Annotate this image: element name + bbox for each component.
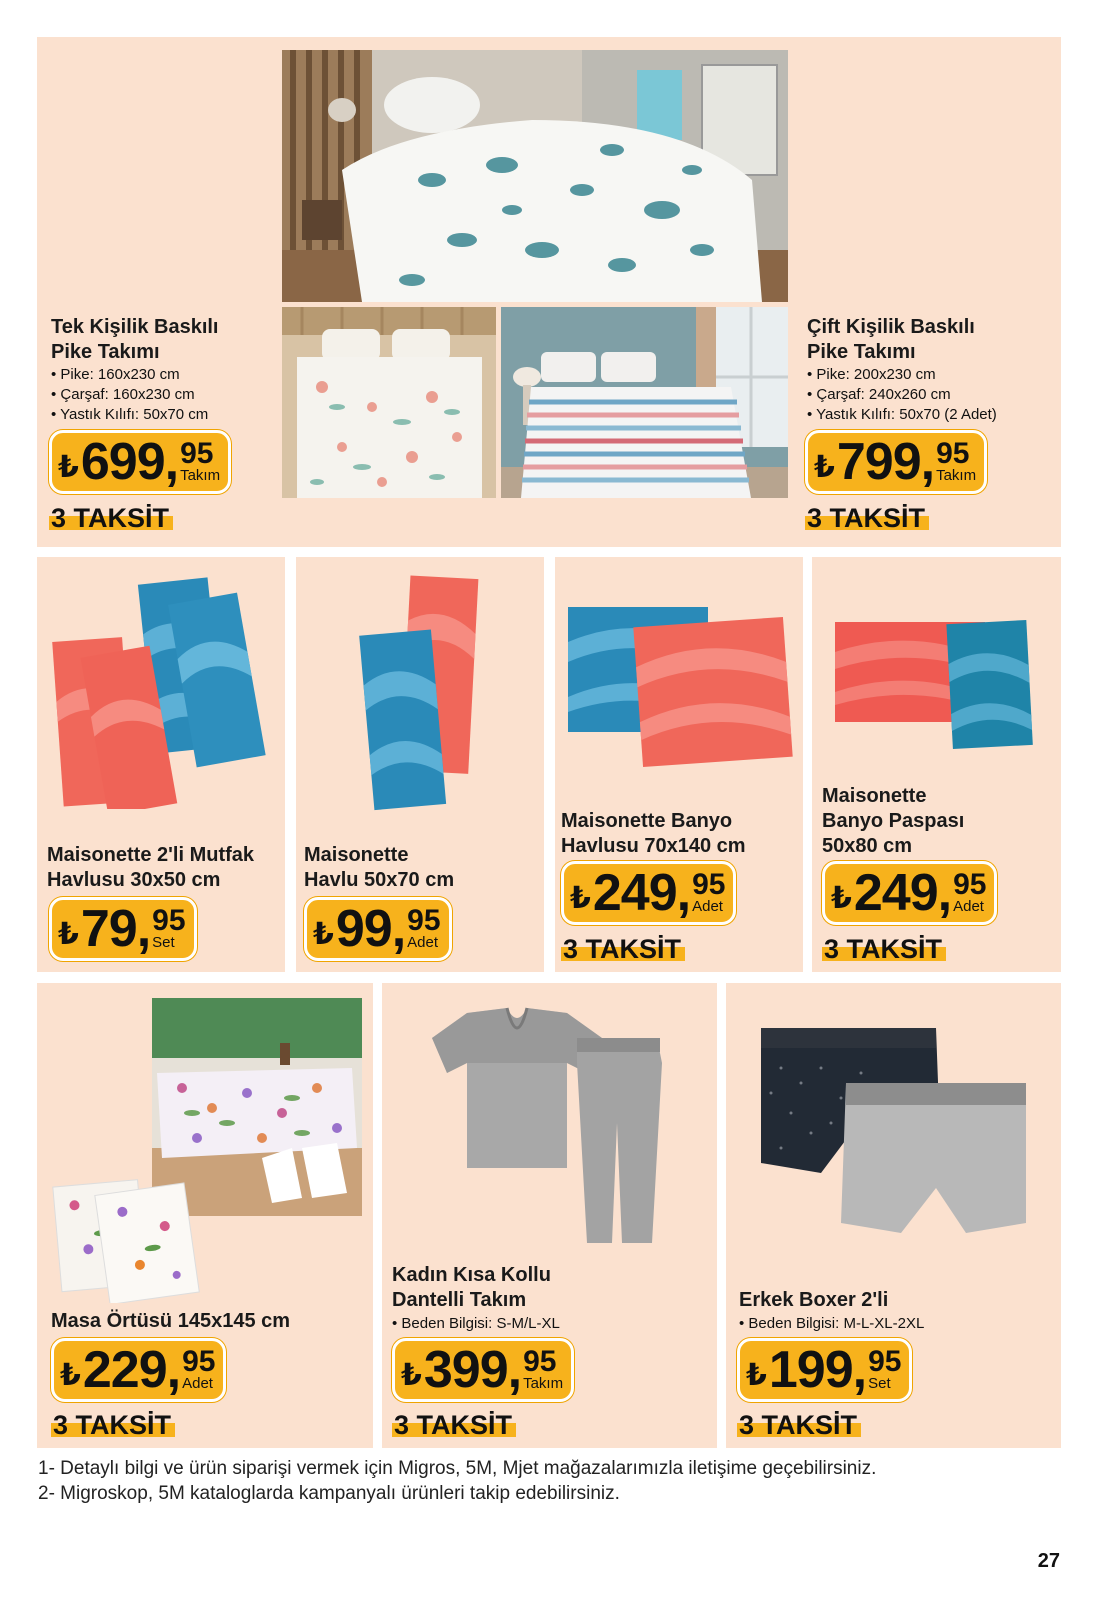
product-name-banyo: Maisonette Banyo Havlusu 70x140 cm <box>561 810 746 857</box>
product-name-cift: Çift Kişilik Baskılı Pike Takımı <box>807 316 975 363</box>
price-badge-kadin: ₺ 399 , 95 Takım <box>392 1338 574 1402</box>
photo-kitchen-towels <box>47 569 277 809</box>
taksit-label-masa: 3 TAKSİT <box>51 1411 175 1439</box>
taksit-label-kadin: 3 TAKSİT <box>392 1411 516 1439</box>
photo-pajama-set <box>427 1003 672 1243</box>
photo-bath-mats <box>830 617 1045 757</box>
price-badge-cift: ₺ 799 , 95 Takım <box>805 430 987 494</box>
photo-boxer-pair <box>751 1023 1041 1243</box>
photo-bath-towels <box>563 602 798 772</box>
product-name-masa: Masa Örtüsü 145x145 cm <box>51 1310 291 1332</box>
product-name-mutfak: Maisonette 2'li Mutfak Havlusu 30x50 cm <box>47 844 255 891</box>
price-badge-masa: ₺ 229 , 95 Adet <box>51 1338 226 1402</box>
panel-masa-ortusu <box>37 983 373 1448</box>
photo-hand-towels <box>346 572 496 812</box>
price-badge-boxer: ₺ 199 , 95 Set <box>737 1338 912 1402</box>
product-name-tek: Tek Kişilik Baskılı Pike Takımı <box>51 316 219 363</box>
price-badge-havlu: ₺ 99 , 95 Adet <box>304 897 452 961</box>
taksit-label-tek: 3 TAKSİT <box>49 504 173 532</box>
price-badge-paspas: ₺ 249 , 95 Adet <box>822 861 997 925</box>
panel-kadin-takim <box>382 983 717 1448</box>
panel-erkek-boxer <box>726 983 1061 1448</box>
panel-mutfak-havlusu <box>37 557 285 972</box>
footer-note-1: 1- Detaylı bilgi ve ürün siparişi vermek için Migros, 5M, Mjet mağazalarımızla iletişime geçebilirsiniz. <box>38 1458 877 1479</box>
product-name-paspas: Maisonette Banyo Paspası 50x80 cm <box>822 785 965 857</box>
price-badge-tek: ₺ 699 , 95 Takım <box>49 430 231 494</box>
taksit-label-cift: 3 TAKSİT <box>805 504 929 532</box>
photo-tablecloth-folded <box>52 1173 202 1303</box>
product-name-kadin: Kadın Kısa Kollu Dantelli Takım <box>392 1264 551 1311</box>
taksit-label-paspas: 3 TAKSİT <box>822 935 946 963</box>
photo-bedroom-floral <box>282 307 496 498</box>
photo-bedroom-main <box>282 50 788 302</box>
taksit-label-boxer: 3 TAKSİT <box>737 1411 861 1439</box>
currency-symbol: ₺ <box>58 450 79 484</box>
panel-havlu <box>296 557 544 972</box>
product-specs-cift: • Pike: 200x230 cm • Çarşaf: 240x260 cm • Yastık Kılıfı: 50x70 (2 Adet) <box>807 365 997 425</box>
page-number: 27 <box>1037 1550 1060 1572</box>
panel-pike <box>37 37 1061 547</box>
product-specs-kadin: • Beden Bilgisi: S-M/L-XL <box>392 1314 560 1334</box>
taksit-label-banyo: 3 TAKSİT <box>561 935 685 963</box>
product-specs-tek: • Pike: 160x230 cm • Çarşaf: 160x230 cm • Yastık Kılıfı: 50x70 cm <box>51 365 208 425</box>
price-badge-mutfak: ₺ 79 , 95 Set <box>49 897 197 961</box>
photo-bedroom-striped <box>501 307 788 498</box>
panel-banyo-havlusu <box>555 557 803 972</box>
product-name-havlu: Maisonette Havlu 50x70 cm <box>304 844 455 891</box>
product-name-boxer: Erkek Boxer 2'li <box>739 1289 889 1311</box>
panel-banyo-paspasi <box>812 557 1061 972</box>
footer-note-2: 2- Migroskop, 5M kataloglarda kampanyalı ürünleri takip edebilirsiniz. <box>38 1483 620 1504</box>
product-specs-boxer: • Beden Bilgisi: M-L-XL-2XL <box>739 1314 924 1334</box>
price-badge-banyo: ₺ 249 , 95 Adet <box>561 861 736 925</box>
